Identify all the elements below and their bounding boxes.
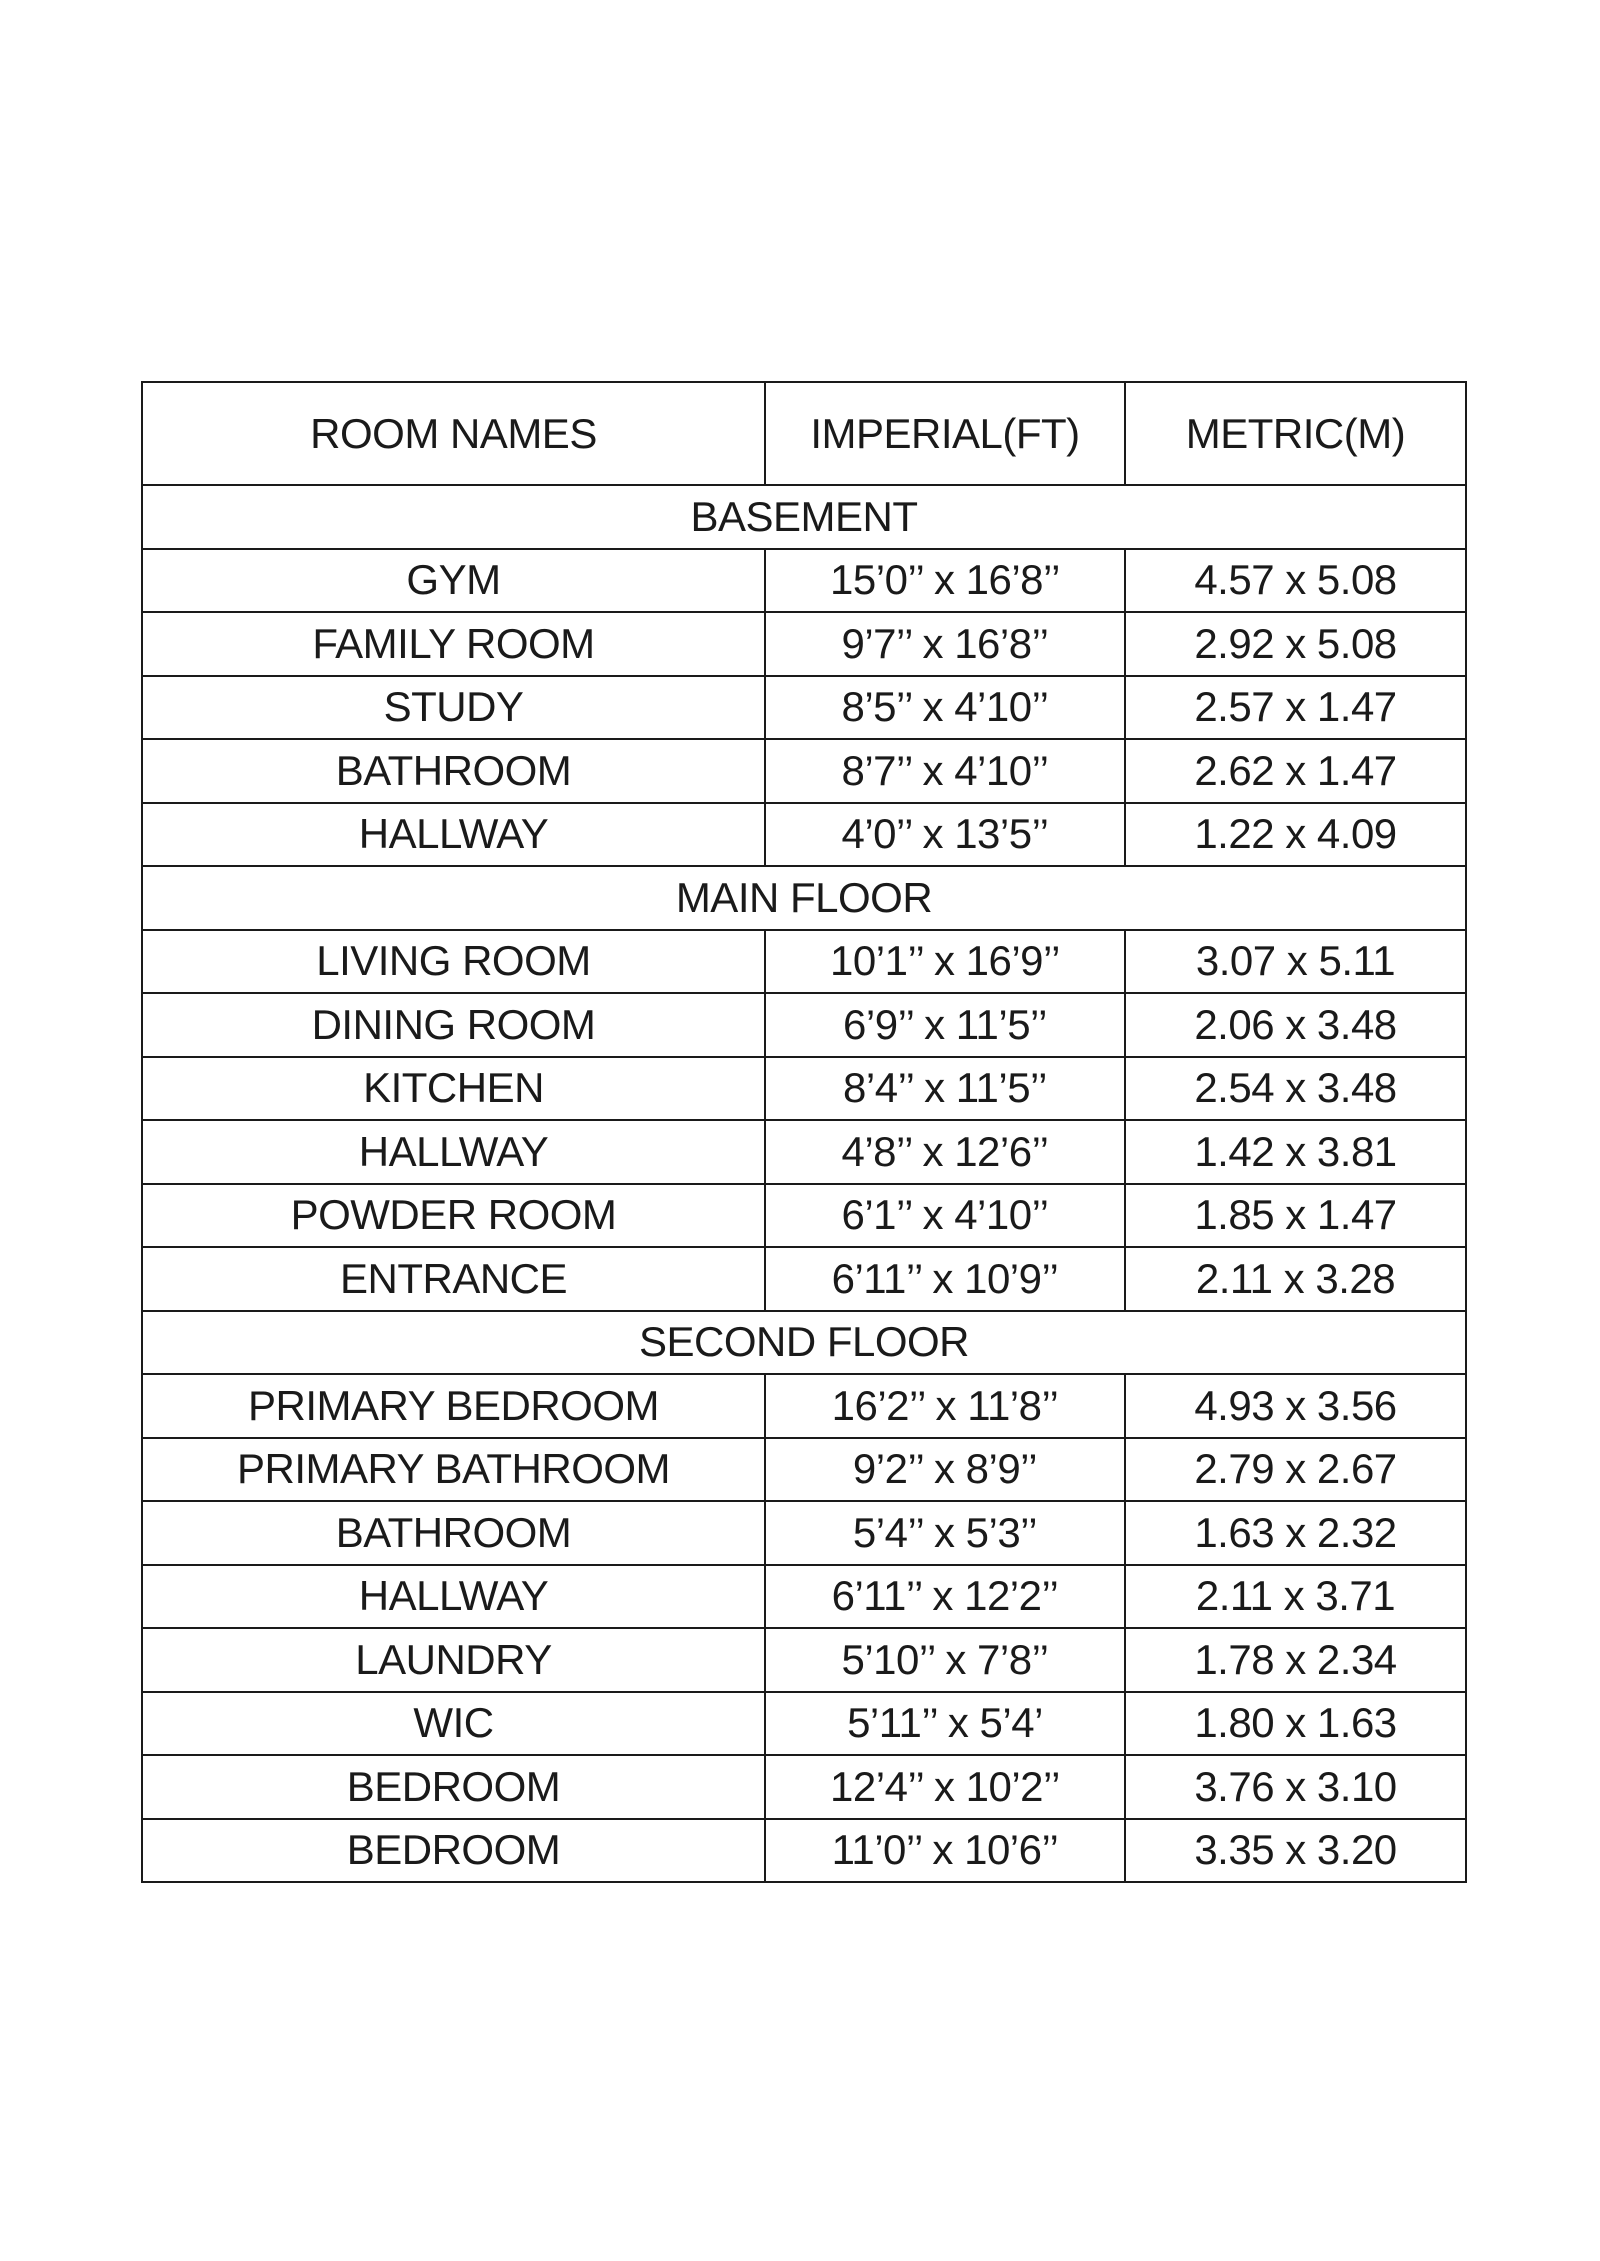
room-name-cell: LIVING ROOM	[142, 930, 765, 994]
imperial-cell: 11’0’’ x 10’6’’	[765, 1819, 1125, 1883]
imperial-cell: 12’4’’ x 10’2’’	[765, 1755, 1125, 1819]
table-row	[142, 930, 1466, 994]
imperial-cell: 8’7’’ x 4’10’’	[765, 739, 1125, 803]
metric-cell: 1.42 x 3.81	[1125, 1120, 1466, 1184]
room-name-cell: ENTRANCE	[142, 1247, 765, 1311]
room-name-cell: WIC	[142, 1692, 765, 1756]
section-title: SECOND FLOOR	[142, 1311, 1466, 1375]
metric-cell: 1.85 x 1.47	[1125, 1184, 1466, 1248]
header-imperial: IMPERIAL(FT)	[765, 382, 1125, 485]
table-row	[142, 1184, 1466, 1248]
metric-cell: 2.11 x 3.71	[1125, 1565, 1466, 1629]
room-name-cell: KITCHEN	[142, 1057, 765, 1121]
metric-cell: 4.93 x 3.56	[1125, 1374, 1466, 1438]
table-row	[142, 1374, 1466, 1438]
imperial-cell: 15’0’’ x 16’8’’	[765, 549, 1125, 613]
imperial-cell: 5’10’’ x 7’8’’	[765, 1628, 1125, 1692]
room-name-cell: POWDER ROOM	[142, 1184, 765, 1248]
table-row	[142, 549, 1466, 613]
room-dimensions-table	[141, 381, 1467, 1883]
table-row	[142, 1120, 1466, 1184]
table-row	[142, 1438, 1466, 1502]
metric-cell: 4.57 x 5.08	[1125, 549, 1466, 613]
section-row	[142, 1311, 1466, 1375]
metric-cell: 2.54 x 3.48	[1125, 1057, 1466, 1121]
section-row	[142, 485, 1466, 549]
imperial-cell: 8’5’’ x 4’10’’	[765, 676, 1125, 740]
room-name-cell: PRIMARY BEDROOM	[142, 1374, 765, 1438]
table-row	[142, 993, 1466, 1057]
metric-cell: 2.57 x 1.47	[1125, 676, 1466, 740]
imperial-cell: 6’1’’ x 4’10’’	[765, 1184, 1125, 1248]
metric-cell: 2.79 x 2.67	[1125, 1438, 1466, 1502]
metric-cell: 3.35 x 3.20	[1125, 1819, 1466, 1883]
header-metric: METRIC(M)	[1125, 382, 1466, 485]
table-row	[142, 1057, 1466, 1121]
room-name-cell: STUDY	[142, 676, 765, 740]
table-header-row	[142, 382, 1466, 485]
metric-cell: 1.78 x 2.34	[1125, 1628, 1466, 1692]
room-name-cell: HALLWAY	[142, 1565, 765, 1629]
room-name-cell: BEDROOM	[142, 1819, 765, 1883]
room-name-cell: HALLWAY	[142, 1120, 765, 1184]
metric-cell: 1.22 x 4.09	[1125, 803, 1466, 867]
imperial-cell: 5’11’’ x 5’4’	[765, 1692, 1125, 1756]
room-name-cell: BATHROOM	[142, 739, 765, 803]
room-name-cell: GYM	[142, 549, 765, 613]
metric-cell: 2.92 x 5.08	[1125, 612, 1466, 676]
imperial-cell: 6’9’’ x 11’5’’	[765, 993, 1125, 1057]
imperial-cell: 4’0’’ x 13’5’’	[765, 803, 1125, 867]
table-row	[142, 1819, 1466, 1883]
metric-cell: 3.76 x 3.10	[1125, 1755, 1466, 1819]
metric-cell: 3.07 x 5.11	[1125, 930, 1466, 994]
section-title: BASEMENT	[142, 485, 1466, 549]
metric-cell: 2.06 x 3.48	[1125, 993, 1466, 1057]
section-title: MAIN FLOOR	[142, 866, 1466, 930]
room-name-cell: LAUNDRY	[142, 1628, 765, 1692]
table-row	[142, 803, 1466, 867]
table-row	[142, 1692, 1466, 1756]
room-name-cell: DINING ROOM	[142, 993, 765, 1057]
table-row	[142, 739, 1466, 803]
room-name-cell: PRIMARY BATHROOM	[142, 1438, 765, 1502]
room-name-cell: BATHROOM	[142, 1501, 765, 1565]
imperial-cell: 5’4’’ x 5’3’’	[765, 1501, 1125, 1565]
table-body	[142, 485, 1466, 1882]
table-row	[142, 612, 1466, 676]
room-name-cell: HALLWAY	[142, 803, 765, 867]
imperial-cell: 4’8’’ x 12’6’’	[765, 1120, 1125, 1184]
table-row	[142, 1247, 1466, 1311]
table-row	[142, 1755, 1466, 1819]
imperial-cell: 8’4’’ x 11’5’’	[765, 1057, 1125, 1121]
section-row	[142, 866, 1466, 930]
metric-cell: 1.80 x 1.63	[1125, 1692, 1466, 1756]
imperial-cell: 9’7’’ x 16’8’’	[765, 612, 1125, 676]
metric-cell: 1.63 x 2.32	[1125, 1501, 1466, 1565]
header-room-names: ROOM NAMES	[142, 382, 765, 485]
metric-cell: 2.11 x 3.28	[1125, 1247, 1466, 1311]
table-row	[142, 1628, 1466, 1692]
imperial-cell: 16’2’’ x 11’8’’	[765, 1374, 1125, 1438]
table-row	[142, 1565, 1466, 1629]
imperial-cell: 6’11’’ x 10’9’’	[765, 1247, 1125, 1311]
metric-cell: 2.62 x 1.47	[1125, 739, 1466, 803]
imperial-cell: 10’1’’ x 16’9’’	[765, 930, 1125, 994]
room-name-cell: FAMILY ROOM	[142, 612, 765, 676]
imperial-cell: 6’11’’ x 12’2’’	[765, 1565, 1125, 1629]
imperial-cell: 9’2’’ x 8’9’’	[765, 1438, 1125, 1502]
room-name-cell: BEDROOM	[142, 1755, 765, 1819]
table-row	[142, 676, 1466, 740]
table-row	[142, 1501, 1466, 1565]
